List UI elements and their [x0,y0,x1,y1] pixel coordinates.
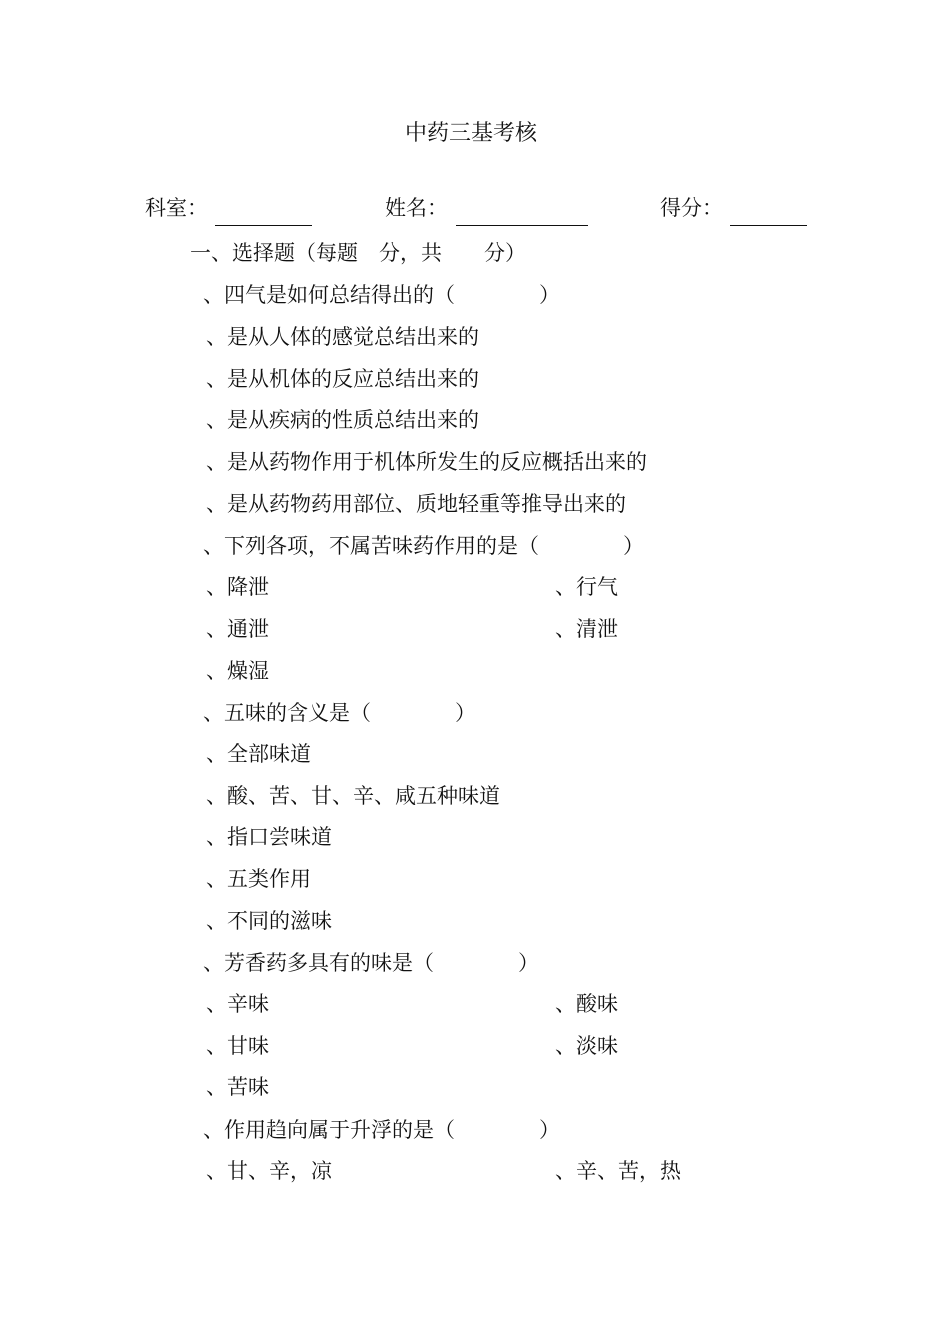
option-c: 、通泄 [206,617,269,641]
name-label: 姓名： [385,196,448,220]
dept-blank-line[interactable] [215,225,312,226]
option-b: 、行气 [555,575,618,599]
option-a: 、是从人体的感觉总结出来的 [206,325,479,349]
option-b: 、酸味 [555,992,618,1016]
option-a: 、全部味道 [206,742,311,766]
question-stem: 、芳香药多具有的味是（ ） [203,951,539,975]
option-c: 、指口尝味道 [206,825,332,849]
score-label: 得分： [660,196,723,220]
option-c: 、甘味 [206,1034,269,1058]
question-stem: 、作用趋向属于升浮的是（ ） [203,1118,560,1142]
name-blank-line[interactable] [456,225,588,226]
option-e: 、是从药物药用部位、质地轻重等推导出来的 [206,492,626,516]
option-e: 、不同的滋味 [206,909,332,933]
option-e: 、苦味 [206,1075,269,1099]
option-a: 、降泄 [206,575,269,599]
option-d: 、淡味 [555,1034,618,1058]
score-blank-line[interactable] [730,225,807,226]
option-a: 、甘、辛，凉 [206,1159,332,1183]
option-a: 、辛味 [206,992,269,1016]
option-d: 、五类作用 [206,867,311,891]
section-heading: 一、选择题（每题 分，共 分） [190,241,526,265]
option-d: 、清泄 [555,617,618,641]
option-c: 、是从疾病的性质总结出来的 [206,408,479,432]
dept-label: 科室： [145,196,208,220]
question-stem: 、五味的含义是（ ） [203,701,476,725]
option-d: 、是从药物作用于机体所发生的反应概括出来的 [206,450,647,474]
question-stem: 、四气是如何总结得出的（ ） [203,283,560,307]
option-b: 、是从机体的反应总结出来的 [206,367,479,391]
page-title: 中药三基考核 [405,121,538,146]
option-b: 、辛、苦，热 [555,1159,681,1183]
question-stem: 、下列各项，不属苦味药作用的是（ ） [203,534,644,558]
option-e: 、燥湿 [206,659,269,683]
option-b: 、酸、苦、甘、辛、咸五种味道 [206,784,500,808]
